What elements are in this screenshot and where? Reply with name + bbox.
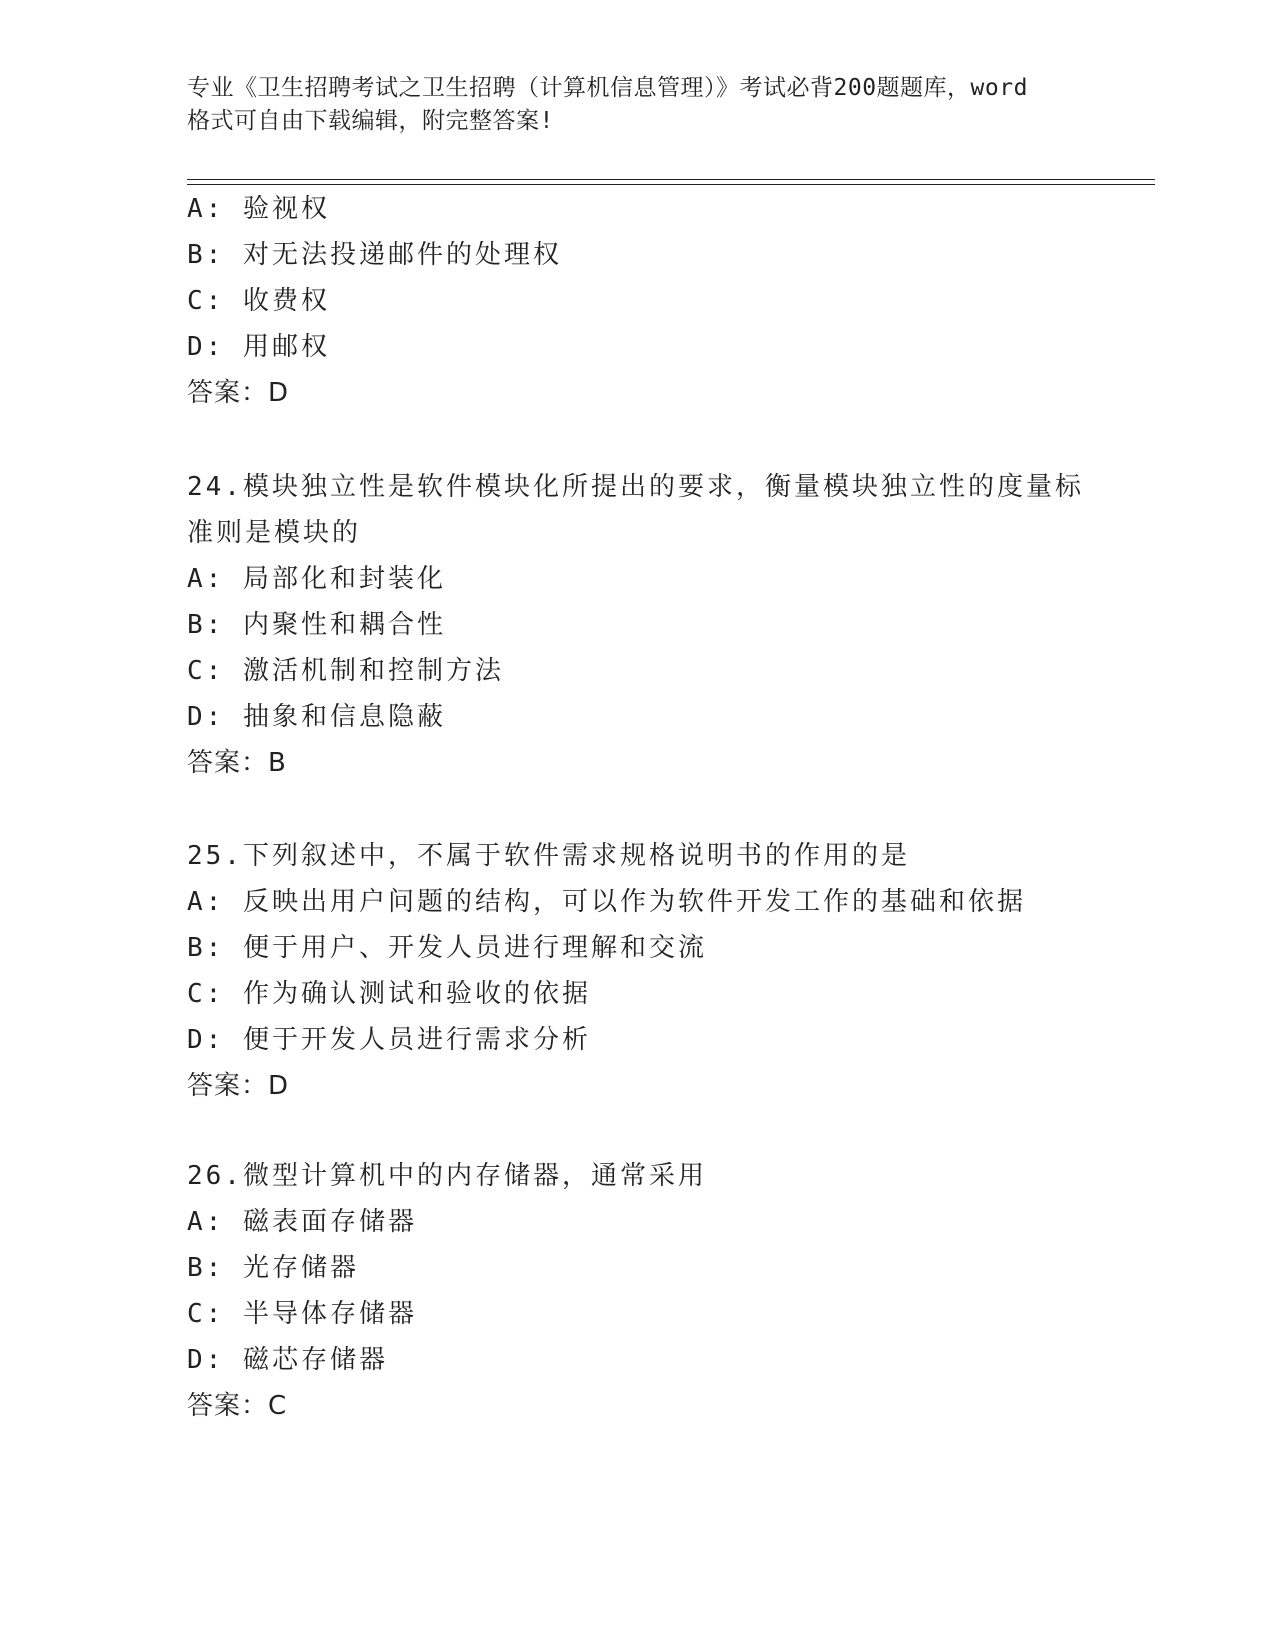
header-line-1: 专业《卫生招聘考试之卫生招聘（计算机信息管理）》考试必背200题题库，word [187,75,1028,101]
question-26 [187,1153,1087,1429]
answer: 答案：C [187,1391,288,1421]
option-b: B: 便于用户、开发人员进行理解和交流 [187,933,707,963]
option-c: C: 收费权 [187,286,330,316]
answer: 答案：B [187,748,287,778]
option-c: C: 作为确认测试和验收的依据 [187,979,591,1009]
answer: 答案：D [187,378,290,408]
option-b: B: 对无法投递邮件的处理权 [187,240,562,270]
option-d: D: 磁芯存储器 [187,1345,388,1375]
question-stem-line-1: 26.微型计算机中的内存储器，通常采用 [187,1161,707,1191]
option-b: B: 光存储器 [187,1253,359,1283]
header-line-2: 格式可自由下载编辑，附完整答案! [187,108,554,134]
question-stem-line-2: 准则是模块的 [187,518,362,548]
option-c: C: 半导体存储器 [187,1299,417,1329]
header-divider-top [187,179,1155,180]
option-c: C: 激活机制和控制方法 [187,656,504,686]
answer: 答案：D [187,1071,290,1101]
option-d: D: 用邮权 [187,332,330,362]
question-25 [187,833,1087,1109]
question-24 [187,464,1087,786]
option-d: D: 抽象和信息隐蔽 [187,702,446,732]
option-d: D: 便于开发人员进行需求分析 [187,1025,591,1055]
option-a: A: 验视权 [187,194,330,224]
header-divider-bottom [187,184,1155,185]
question-stem-line-1: 24.模块独立性是软件模块化所提出的要求，衡量模块独立性的度量标 [187,472,1084,502]
question-stem-line-1: 25.下列叙述中，不属于软件需求规格说明书的作用的是 [187,841,910,871]
option-a: A: 局部化和封装化 [187,564,446,594]
option-a: A: 磁表面存储器 [187,1207,417,1237]
document-header [187,72,1087,138]
option-a: A: 反映出用户问题的结构，可以作为软件开发工作的基础和依据 [187,887,1026,917]
question-23-continued [187,186,1087,416]
option-b: B: 内聚性和耦合性 [187,610,446,640]
